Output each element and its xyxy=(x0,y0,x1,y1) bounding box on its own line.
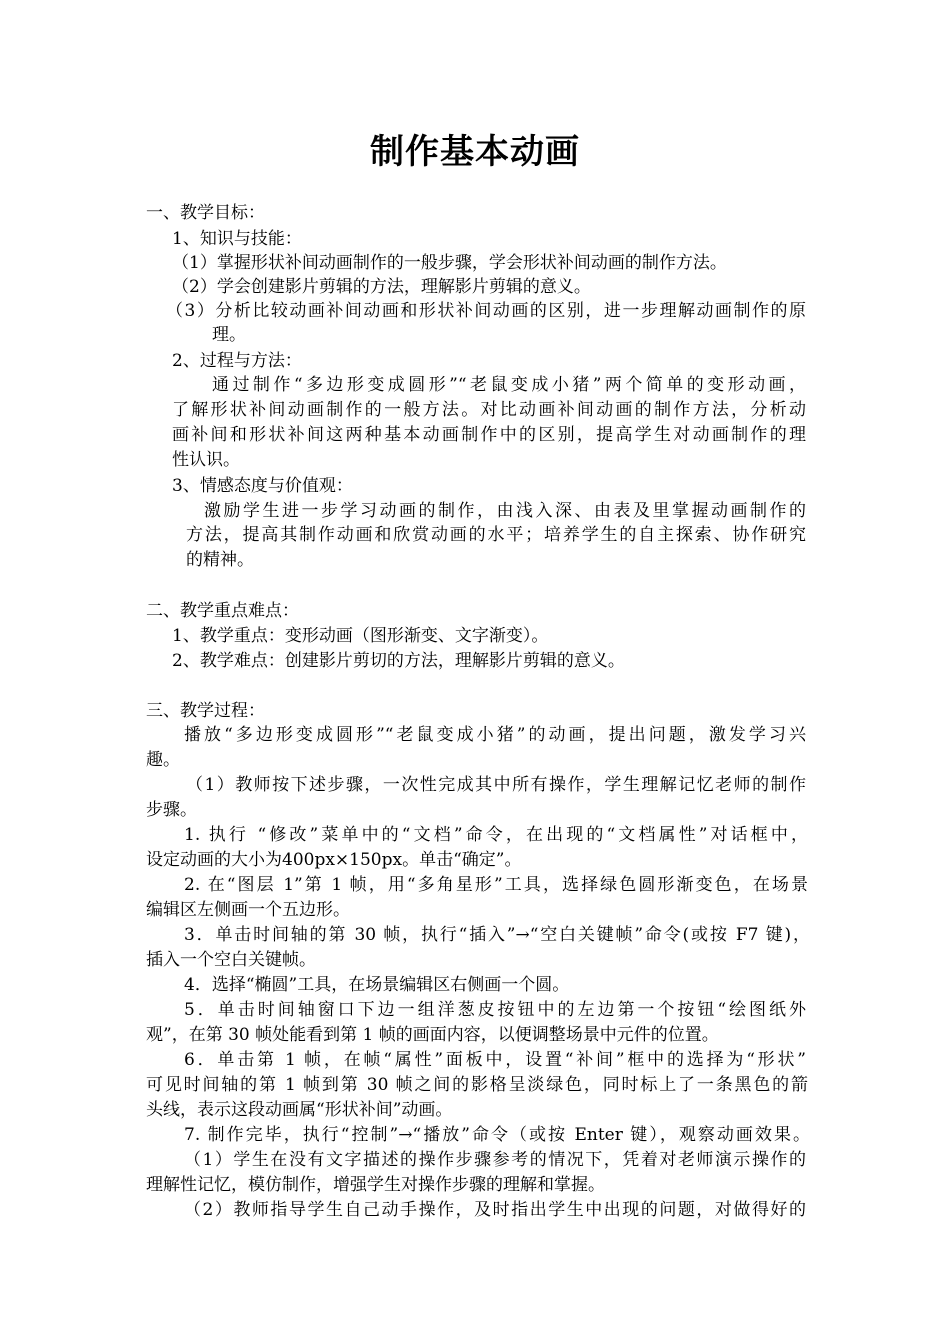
body-line: （1）掌握形状补间动画制作的一般步骤，学会形状补间动画的制作方法。 xyxy=(172,253,727,273)
body-line: 激励学生进一步学习动画的制作，由浅入深、由表及里掌握动画制作的 xyxy=(204,501,806,521)
body-line: 2、过程与方法： xyxy=(172,351,302,371)
body-line: 三、教学过程： xyxy=(146,701,265,721)
body-line: 画补间和形状补间这两种基本动画制作中的区别，提高学生对动画制作的理 xyxy=(172,425,806,445)
body-line: 7. 制作完毕，执行“控制”→“播放”命令（或按 Enter 键），观察动画效果。 xyxy=(184,1125,810,1145)
body-line: 步骤。 xyxy=(146,800,197,820)
body-line: 性认识。 xyxy=(172,450,240,470)
body-line: 2. 在“图层 1”第 1 帧，用“多角星形”工具，选择绿色圆形渐变色，在场景 xyxy=(184,875,808,895)
body-line: 2、教学难点：创建影片剪切的方法，理解影片剪辑的意义。 xyxy=(172,651,625,671)
body-line: 头线，表示这段动画属“形状补间”动画。 xyxy=(146,1100,453,1120)
body-line: 3、情感态度与价值观： xyxy=(172,476,353,496)
body-line: 5．单击时间轴窗口下边一组洋葱皮按钮中的左边第一个按钮“绘图纸外 xyxy=(184,1000,806,1020)
body-line: 理解性记忆，模仿制作，增强学生对操作步骤的理解和掌握。 xyxy=(146,1175,605,1195)
body-line: 6．单击第 1 帧，在帧“属性”面板中，设置“补间”框中的选择为“形状” xyxy=(184,1050,806,1070)
body-line: 3．单击时间轴的第 30 帧，执行“插入”→“空白关键帧”命令(或按 F7 键)， xyxy=(184,925,810,945)
body-line: （1）学生在没有文字描述的操作步骤参考的情况下，凭着对老师演示操作的 xyxy=(184,1150,806,1170)
body-line: 4．选择“椭圆”工具，在场景编辑区右侧画一个圆。 xyxy=(184,975,570,995)
body-line: 1、教学重点：变形动画（图形渐变、文字渐变）。 xyxy=(172,626,549,646)
body-line: 了解形状补间动画制作的一般方法。对比动画补间动画的制作方法，分析动 xyxy=(172,400,806,420)
body-line: 1、知识与技能： xyxy=(172,229,302,249)
body-line: 二、教学重点难点： xyxy=(146,601,299,621)
body-line: （3）分析比较动画补间动画和形状补间动画的区别，进一步理解动画制作的原 xyxy=(166,301,806,321)
body-line: 可见时间轴的第 1 帧到第 30 帧之间的影格呈淡绿色，同时标上了一条黑色的箭 xyxy=(146,1075,808,1095)
body-line: 通过制作“多边形变成圆形”“老鼠变成小猪”两个简单的变形动画， xyxy=(212,375,806,395)
body-line: （2）教师指导学生自己动手操作，及时指出学生中出现的问题，对做得好的 xyxy=(184,1200,806,1220)
body-line: 观”，在第 30 帧处能看到第 1 帧的画面内容，以便调整场景中元件的位置。 xyxy=(146,1025,719,1045)
body-line: 一、教学目标： xyxy=(146,203,265,223)
body-line: 理。 xyxy=(212,325,246,345)
document-title: 制作基本动画 xyxy=(370,132,580,172)
body-line: 设定动画的大小为400px×150px。单击“确定”。 xyxy=(146,850,522,870)
body-line: 插入一个空白关键帧。 xyxy=(146,950,316,970)
body-line: （1）教师按下述步骤，一次性完成其中所有操作，学生理解记忆老师的制作 xyxy=(186,775,806,795)
body-line: 方法，提高其制作动画和欣赏动画的水平；培养学生的自主探索、协作研究 xyxy=(186,525,806,545)
body-line: 编辑区左侧画一个五边形。 xyxy=(146,900,350,920)
body-line: 1. 执行 “修改”菜单中的“文档”命令，在出现的“文档属性”对话框中， xyxy=(184,825,808,845)
body-line: 播放“多边形变成圆形”“老鼠变成小猪”的动画，提出问题，激发学习兴 xyxy=(184,725,806,745)
body-line: 趣。 xyxy=(146,750,180,770)
body-line: 的精神。 xyxy=(186,550,254,570)
body-line: （2）学会创建影片剪辑的方法，理解影片剪辑的意义。 xyxy=(172,277,591,297)
